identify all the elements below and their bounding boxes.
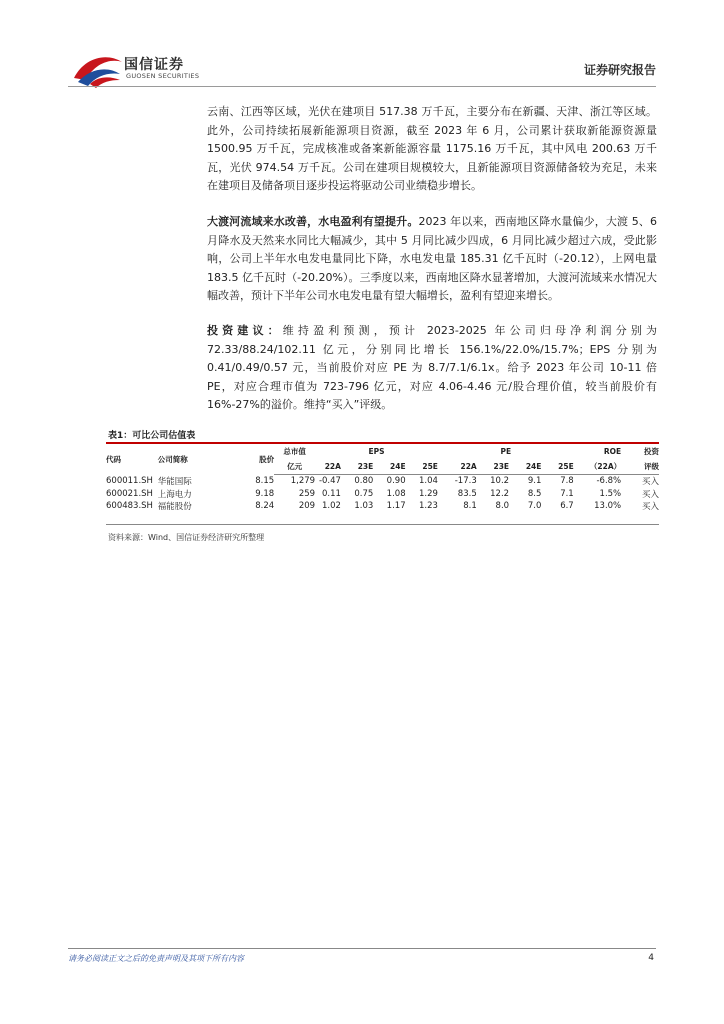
cell-name: 上海电力 bbox=[157, 489, 192, 500]
cell-code: 600021.SH bbox=[106, 488, 153, 499]
cell-name: 福能股份 bbox=[157, 502, 192, 513]
footer-divider bbox=[68, 948, 656, 949]
header-divider bbox=[68, 86, 656, 87]
paragraph-hydropower-lead: 大渡河流域来水改善，水电盈利有望提升。 bbox=[207, 215, 419, 228]
paragraph-investment-lead: 投资建议： bbox=[207, 324, 283, 337]
cell-price: 8.15 bbox=[255, 476, 275, 486]
page-number: 4 bbox=[648, 953, 654, 963]
page-header bbox=[0, 0, 724, 92]
cell-rating: 买入 bbox=[641, 477, 659, 488]
cell-mcap: 259 bbox=[298, 488, 316, 499]
cell-roe: -6.8% bbox=[596, 476, 622, 487]
cell-pe-22a: 8.1 bbox=[463, 501, 477, 512]
cell-pe-24e: 8.5 bbox=[527, 488, 542, 499]
cell-rating: 买入 bbox=[641, 489, 659, 500]
report-type: 证券研究报告 bbox=[583, 63, 656, 77]
cell-price: 9.18 bbox=[255, 488, 275, 499]
cell-pe-23e: 8.0 bbox=[495, 501, 510, 512]
cell-pe-25e: 7.8 bbox=[560, 476, 574, 487]
paragraph-investment-advice bbox=[207, 322, 657, 415]
table-source: 资料来源：Wind、国信证券经济研究所整理 bbox=[108, 533, 265, 542]
cell-rating: 买入 bbox=[641, 502, 659, 513]
col-pe-25e: 25E bbox=[541, 459, 573, 475]
valuation-table bbox=[106, 444, 659, 513]
col-eps: EPS bbox=[368, 447, 385, 456]
cell-price: 8.24 bbox=[255, 501, 275, 512]
col-pe-24e: 24E bbox=[509, 459, 541, 475]
col-roe-sub: （22A） bbox=[574, 459, 621, 475]
cell-mcap: 209 bbox=[298, 501, 316, 512]
table-header-row bbox=[106, 444, 659, 459]
table-bottom-rule bbox=[106, 524, 659, 525]
cell-eps-25e: 1.04 bbox=[419, 476, 438, 487]
table-title: 表1：可比公司估值表 bbox=[108, 431, 196, 441]
col-code: 代码 bbox=[106, 454, 121, 464]
col-pe-22a: 22A bbox=[438, 459, 477, 475]
cell-pe-22a: 83.5 bbox=[457, 488, 477, 499]
cell-eps-23e: 1.03 bbox=[354, 501, 374, 512]
cell-roe: 1.5% bbox=[599, 488, 622, 499]
cell-eps-22a: -0.47 bbox=[318, 476, 341, 487]
cell-eps-24e: 0.90 bbox=[386, 476, 406, 487]
cell-pe-23e: 12.2 bbox=[490, 488, 510, 499]
cell-eps-25e: 1.23 bbox=[419, 501, 438, 512]
logo-name: 国信证券 bbox=[124, 57, 184, 73]
col-rating-2: 评级 bbox=[621, 459, 659, 475]
table-row bbox=[106, 475, 659, 488]
cell-mcap: 1,279 bbox=[290, 476, 316, 487]
cell-pe-24e: 7.0 bbox=[527, 501, 542, 512]
cell-eps-23e: 0.80 bbox=[354, 476, 374, 487]
col-name: 公司简称 bbox=[157, 454, 188, 464]
cell-eps-24e: 1.08 bbox=[386, 488, 406, 499]
cell-eps-24e: 1.17 bbox=[386, 501, 406, 512]
cell-pe-25e: 6.7 bbox=[560, 501, 574, 512]
logo-subtitle: GUOSEN SECURITIES bbox=[126, 72, 200, 80]
cell-roe: 13.0% bbox=[594, 501, 622, 512]
footer-disclaimer: 请务必阅读正文之后的免责声明及其项下所有内容 bbox=[68, 954, 244, 963]
paragraph-new-energy: 云南、江西等区域，光伏在建项目 517.38 万千瓦，主要分布在新疆、天津、浙江等区域。此外，公司持续拓展新能源项目资源，截至 2023 年 6 月，公司累计获取新能源资源量 1500.95 万千瓦，完成核准或备案新能源容量 1175.16 万千瓦，其中风电 200.63 万千瓦，光伏 974.54 万千瓦。公司在建项目规模较大，且新能源项目资源储备较为充足，未来在建项目及储备项目逐步投运将驱动公司业绩稳步增长。 bbox=[207, 105, 657, 193]
col-eps-25e: 25E bbox=[406, 459, 438, 475]
col-mcap-unit: 亿元 bbox=[274, 459, 315, 475]
cell-eps-25e: 1.29 bbox=[419, 488, 438, 499]
paragraph-hydropower bbox=[207, 213, 657, 306]
col-mcap: 总市值 bbox=[283, 447, 306, 456]
cell-code: 600483.SH bbox=[106, 501, 153, 512]
col-eps-24e: 24E bbox=[373, 459, 405, 475]
paragraph-hydropower-body: 2023 年以来，西南地区降水量偏少，大渡 5、6 月降水及天然来水同比大幅减少，其中 5 月同比减少四成，6 月同比减少超过六成，受此影响，公司上半年水电发电量同比下降，水电发电量 185.31 亿千瓦时（-20.12），上网电量 183.5 亿千瓦时（-20.20%）。三季度以来，西南地区降水显著增加，大渡河流域来水情况大幅改善，预计下半年公司水电发电量有望大幅增长，盈利有望迎来增长。 bbox=[207, 215, 658, 303]
table-row bbox=[106, 500, 659, 513]
col-rating-1: 投资 bbox=[644, 447, 659, 456]
cell-code: 600011.SH bbox=[106, 476, 153, 486]
col-roe: ROE bbox=[603, 447, 622, 456]
paragraph-investment-body: 维持盈利预测，预计 2023-2025 年公司归母净利润分别为 72.33/88.24/102.11 亿元，分别同比增长 156.1%/22.0%/15.7%；EPS 分别为 0.41/0.49/0.57 元，当前股价对应 PE 为 8.7/7.1/6.1x。给予 2023 年公司 10-11 倍 PE，对应合理市值为 723-796 亿元，对应 4.06-4.46 元/股合理价值，较当前股价有 16%-27%的溢价。维持“买入”评级。 bbox=[207, 324, 657, 412]
cell-pe-22a: -17.3 bbox=[454, 476, 477, 487]
cell-eps-23e: 0.75 bbox=[354, 488, 374, 499]
col-eps-23e: 23E bbox=[341, 459, 373, 475]
cell-eps-22a: 1.02 bbox=[322, 501, 341, 512]
cell-name: 华能国际 bbox=[157, 477, 192, 487]
table-row bbox=[106, 488, 659, 501]
cell-pe-25e: 7.1 bbox=[560, 488, 574, 499]
cell-pe-24e: 9.1 bbox=[527, 476, 542, 487]
col-price: 股价 bbox=[259, 454, 275, 464]
cell-eps-22a: 0.11 bbox=[322, 488, 341, 499]
col-pe-23e: 23E bbox=[477, 459, 509, 475]
col-pe: PE bbox=[500, 447, 512, 456]
cell-pe-23e: 10.2 bbox=[490, 476, 510, 487]
col-eps-22a: 22A bbox=[315, 459, 341, 475]
